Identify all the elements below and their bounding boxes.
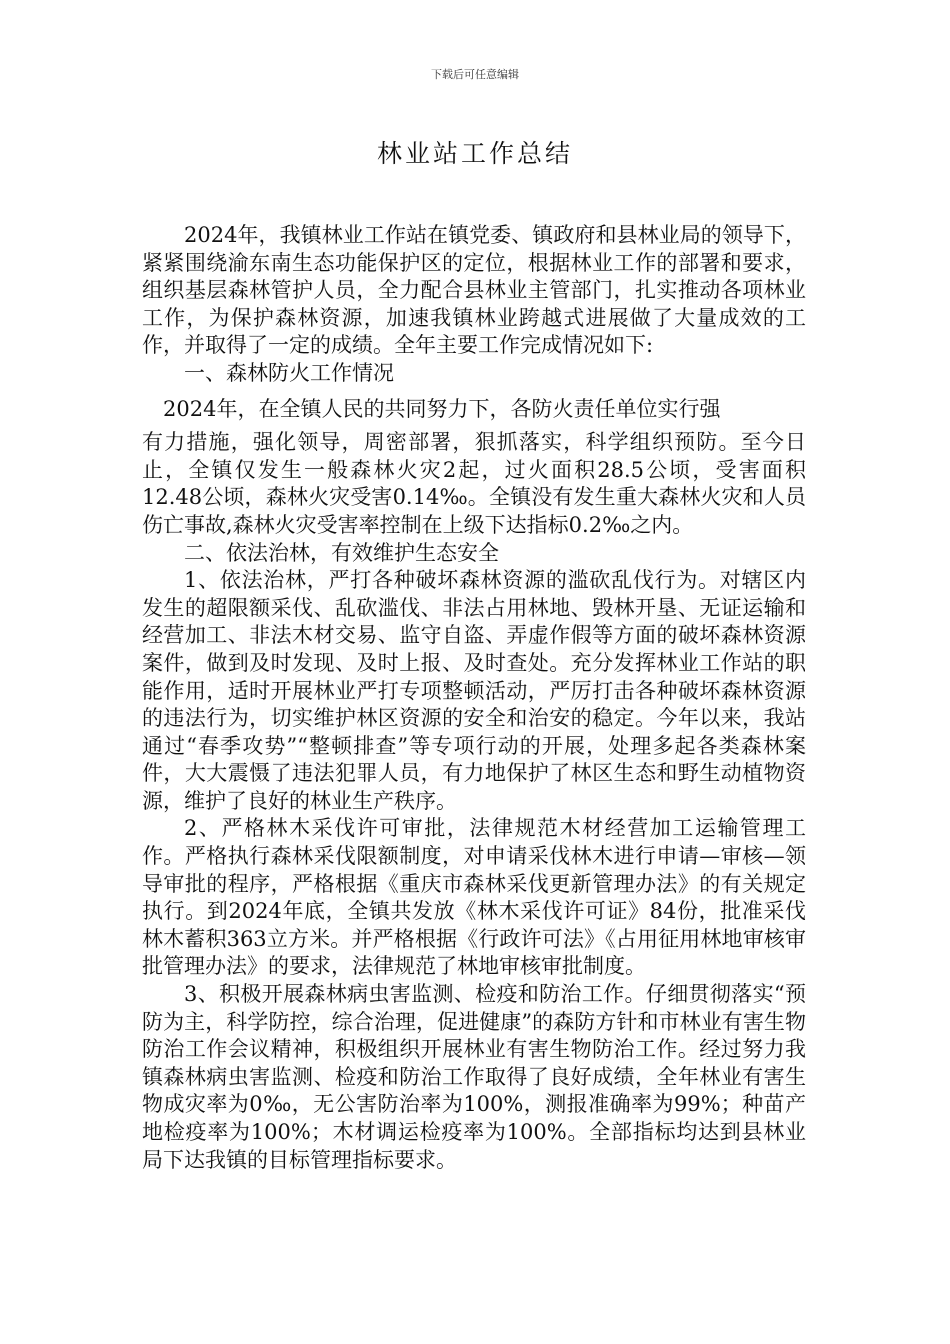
fire-prevention-paragraph: 有力措施，强化领导，周密部署，狠抓落实，科学组织预防。至今日止，全镇仅发生一般森林火灾2起，过火面积28.5公顷，受害面积12.48公顷，森林火灾受害0.14‰。全镇没有发生重大森林火灾和人员伤亡事故,森林火灾受害率控制在上级下达指标0.2‰之内。 bbox=[142, 430, 806, 537]
section-heading-fire-prevention: 一、森林防火工作情况 bbox=[184, 360, 394, 385]
law-enforcement-item-2: 2、严格林木采伐许可审批，法律规范木材经营加工运输管理工作。严格执行森林采伐限额制度，对申请采伐林木进行申请—审核—领导审批的程序，严格根据《重庆市森林采伐更新管理办法》的有关规定执行。到2024年底，全镇共发放《林木采伐许可证》84份，批准采伐林木蓄积363立方米。并严格根据《行政许可法》《占用征用林地审核审批管理办法》的要求，法律规范了林地审核审批制度。 bbox=[142, 816, 806, 979]
law-enforcement-item-3: 3、积极开展森林病虫害监测、检疫和防治工作。仔细贯彻落实“预防为主，科学防控，综合治理，促进健康”的森防方针和市林业有害生物防治工作会议精神，积极组织开展林业有害生物防治工作。经过努力我镇森林病虫害监测、检疫和防治工作取得了良好成绩，全年林业有害生物成灾率为0‰，无公害防治率为100%，测报准确率为99%；种苗产地检疫率为100%；木材调运检疫率为100%。全部指标均达到县林业局下达我镇的目标管理指标要求。 bbox=[142, 982, 806, 1172]
page-header-note: 下载后可任意编辑 bbox=[431, 68, 519, 81]
document-body bbox=[142, 222, 806, 1174]
intro-paragraph: 2024年，我镇林业工作站在镇党委、镇政府和县林业局的领导下，紧紧围绕渝东南生态功能保护区的定位，根据林业工作的部署和要求，组织基层森林管护人员，全力配合县林业主管部门，扎实推动各项林业工作，为保护森林资源，加速我镇林业跨越式进展做了大量成效的工作，并取得了一定的成绩。全年主要工作完成情况如下: bbox=[142, 223, 806, 358]
document-title: 林业站工作总结 bbox=[376, 139, 573, 168]
fire-prevention-paragraph-lead: 2024年，在全镇人民的共同努力下，各防火责任单位实行强 bbox=[163, 396, 721, 421]
law-enforcement-item-1: 1、依法治林，严打各种破坏森林资源的滥砍乱伐行为。对辖区内发生的超限额采伐、乱砍滥伐、非法占用林地、毁林开垦、无证运输和经营加工、非法木材交易、监守自盗、弄虚作假等方面的破坏森林资源案件，做到及时发现、及时上报、及时查处。充分发挥林业工作站的职能作用，适时开展林业严打专项整顿活动，严厉打击各种破坏森林资源的违法行为，切实维护林区资源的安全和治安的稳定。今年以来，我站通过“春季攻势”“整顿排查”等专项行动的开展，处理多起各类森林案件，大大震慑了违法犯罪人员，有力地保护了林区生态和野生动植物资源，维护了良好的林业生产秩序。 bbox=[142, 568, 806, 813]
section-heading-law-enforcement: 二、依法治林，有效维护生态安全 bbox=[184, 540, 499, 565]
